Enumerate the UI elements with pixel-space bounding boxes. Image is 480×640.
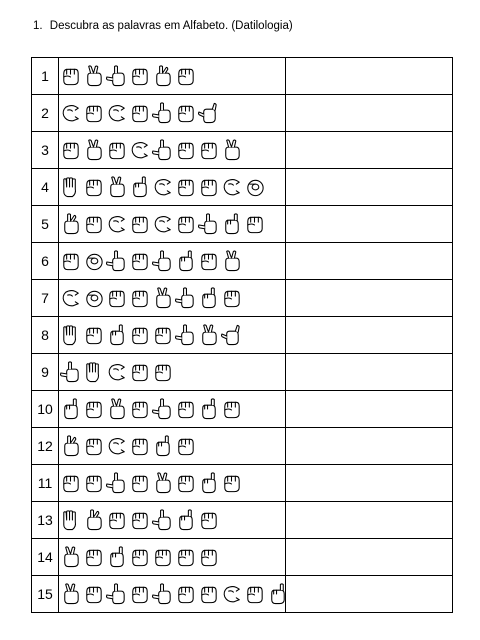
fist-hand-icon (220, 397, 243, 421)
o-hand-icon (243, 175, 266, 199)
fingerspelled-word (59, 428, 286, 465)
row-number: 8 (32, 317, 59, 354)
l-hand-icon (151, 582, 174, 606)
fist-hand-icon (128, 249, 151, 273)
row-number: 4 (32, 169, 59, 206)
answer-field[interactable] (286, 502, 453, 539)
fist-hand-icon (82, 212, 105, 236)
fist-hand-icon (174, 582, 197, 606)
fist-hand-icon (197, 582, 220, 606)
fist-hand-icon (151, 545, 174, 569)
l-hand-icon (174, 323, 197, 347)
fingerspelled-word (59, 502, 286, 539)
k-hand-icon (59, 434, 82, 458)
table-row (32, 354, 453, 391)
v-hand-icon (151, 471, 174, 495)
table-row (32, 206, 453, 243)
fist-hand-icon (82, 434, 105, 458)
b-hand-icon (59, 175, 82, 199)
i-hand-icon (174, 249, 197, 273)
i-hand-icon (197, 471, 220, 495)
fist-hand-icon (174, 471, 197, 495)
fist-hand-icon (59, 138, 82, 162)
fist-hand-icon (105, 286, 128, 310)
c-hand-icon (59, 286, 82, 310)
l-hand-icon (105, 582, 128, 606)
fingerspelled-word (59, 280, 286, 317)
fist-hand-icon (220, 471, 243, 495)
row-number: 6 (32, 243, 59, 280)
fingerspelled-word (59, 206, 286, 243)
fist-hand-icon (128, 508, 151, 532)
table-row (32, 95, 453, 132)
i-hand-icon (174, 508, 197, 532)
v-hand-icon (220, 138, 243, 162)
answer-field[interactable] (286, 317, 453, 354)
fist-hand-icon (128, 101, 151, 125)
c-hand-icon (105, 101, 128, 125)
fist-hand-icon (128, 471, 151, 495)
fist-hand-icon (128, 397, 151, 421)
v-hand-icon (220, 249, 243, 273)
i-hand-icon (105, 323, 128, 347)
fingerspelled-word (59, 317, 286, 354)
answer-field[interactable] (286, 58, 453, 95)
b-hand-icon (59, 508, 82, 532)
i-hand-icon (266, 582, 289, 606)
fingerspelled-word (59, 354, 286, 391)
fist-hand-icon (174, 434, 197, 458)
i-hand-icon (128, 175, 151, 199)
table-row (32, 58, 453, 95)
row-number: 10 (32, 391, 59, 428)
fist-hand-icon (174, 545, 197, 569)
answer-field[interactable] (286, 391, 453, 428)
table-row (32, 280, 453, 317)
fingerspelled-word (59, 95, 286, 132)
row-number: 15 (32, 576, 59, 613)
k-hand-icon (59, 212, 82, 236)
fist-hand-icon (197, 175, 220, 199)
fingerspelled-word (59, 132, 286, 169)
v-hand-icon (151, 286, 174, 310)
table-row (32, 391, 453, 428)
v-hand-icon (197, 323, 220, 347)
fist-hand-icon (197, 508, 220, 532)
l-hand-icon (197, 212, 220, 236)
fist-hand-icon (59, 64, 82, 88)
k-hand-icon (82, 508, 105, 532)
fist-hand-icon (128, 212, 151, 236)
table-row (32, 317, 453, 354)
fist-hand-icon (220, 286, 243, 310)
table-row (32, 539, 453, 576)
exercise-text: Descubra as palavras em Alfabeto. (Datilologia) (49, 20, 293, 32)
row-number: 5 (32, 206, 59, 243)
c-hand-icon (128, 138, 151, 162)
fist-hand-icon (128, 582, 151, 606)
c-hand-icon (59, 101, 82, 125)
answer-field[interactable] (286, 428, 453, 465)
fist-hand-icon (59, 471, 82, 495)
table-row (32, 169, 453, 206)
l-hand-icon (151, 249, 174, 273)
b-hand-icon (59, 323, 82, 347)
table-row (32, 465, 453, 502)
fingerspelled-word (59, 539, 286, 576)
l-hand-icon (174, 286, 197, 310)
table-row (32, 576, 453, 613)
fist-hand-icon (59, 249, 82, 273)
v-hand-icon (105, 397, 128, 421)
answer-field[interactable] (286, 465, 453, 502)
c-hand-icon (151, 175, 174, 199)
row-number: 14 (32, 539, 59, 576)
fist-hand-icon (243, 212, 266, 236)
v-hand-icon (82, 138, 105, 162)
answer-field[interactable] (286, 132, 453, 169)
answer-field[interactable] (286, 576, 453, 613)
c-hand-icon (220, 582, 243, 606)
c-hand-icon (105, 360, 128, 384)
fist-hand-icon (82, 101, 105, 125)
i-hand-icon (105, 545, 128, 569)
fingerspelled-word (59, 58, 286, 95)
answer-field[interactable] (286, 539, 453, 576)
l-hand-icon (151, 397, 174, 421)
row-number: 13 (32, 502, 59, 539)
l-hand-icon (151, 508, 174, 532)
fist-hand-icon (128, 64, 151, 88)
answer-field[interactable] (286, 206, 453, 243)
fist-hand-icon (82, 175, 105, 199)
answer-field[interactable] (286, 169, 453, 206)
fist-hand-icon (174, 138, 197, 162)
fist-hand-icon (82, 582, 105, 606)
table-row (32, 243, 453, 280)
i-hand-icon (151, 434, 174, 458)
fist-hand-icon (105, 508, 128, 532)
row-number: 11 (32, 465, 59, 502)
v-hand-icon (105, 175, 128, 199)
y-hand-icon (220, 323, 243, 347)
fist-hand-icon (128, 545, 151, 569)
row-number: 1 (32, 58, 59, 95)
v-hand-icon (82, 64, 105, 88)
y-hand-icon (197, 101, 220, 125)
fist-hand-icon (197, 249, 220, 273)
l-hand-icon (105, 471, 128, 495)
fingerspelling-table (31, 57, 453, 613)
answer-field[interactable] (286, 280, 453, 317)
c-hand-icon (220, 175, 243, 199)
l-hand-icon (105, 249, 128, 273)
i-hand-icon (197, 397, 220, 421)
fist-hand-icon (82, 397, 105, 421)
fist-hand-icon (197, 545, 220, 569)
v-hand-icon (59, 582, 82, 606)
b-hand-icon (82, 360, 105, 384)
v-hand-icon (59, 545, 82, 569)
c-hand-icon (151, 212, 174, 236)
fist-hand-icon (82, 545, 105, 569)
table-row (32, 132, 453, 169)
o-hand-icon (82, 249, 105, 273)
fist-hand-icon (174, 101, 197, 125)
fist-hand-icon (105, 138, 128, 162)
row-number: 7 (32, 280, 59, 317)
fist-hand-icon (174, 64, 197, 88)
answer-field[interactable] (286, 243, 453, 280)
answer-field[interactable] (286, 95, 453, 132)
fist-hand-icon (151, 360, 174, 384)
l-hand-icon (105, 64, 128, 88)
fingerspelled-word (59, 576, 286, 613)
fingerspelled-word (59, 243, 286, 280)
fist-hand-icon (82, 471, 105, 495)
i-hand-icon (220, 212, 243, 236)
fist-hand-icon (128, 434, 151, 458)
k-hand-icon (151, 64, 174, 88)
exercise-instruction (33, 20, 293, 32)
exercise-number: 1. (33, 20, 43, 32)
fist-hand-icon (243, 582, 266, 606)
i-hand-icon (197, 286, 220, 310)
fist-hand-icon (174, 212, 197, 236)
l-hand-icon (151, 138, 174, 162)
l-hand-icon (151, 101, 174, 125)
fist-hand-icon (174, 175, 197, 199)
l-hand-icon (59, 360, 82, 384)
row-number: 3 (32, 132, 59, 169)
fingerspelled-word (59, 391, 286, 428)
fist-hand-icon (128, 323, 151, 347)
fist-hand-icon (174, 397, 197, 421)
c-hand-icon (105, 434, 128, 458)
fingerspelled-word (59, 465, 286, 502)
o-hand-icon (82, 286, 105, 310)
fist-hand-icon (128, 360, 151, 384)
row-number: 2 (32, 95, 59, 132)
fist-hand-icon (82, 323, 105, 347)
table-row (32, 502, 453, 539)
i-hand-icon (59, 397, 82, 421)
answer-field[interactable] (286, 354, 453, 391)
fingerspelled-word (59, 169, 286, 206)
row-number: 12 (32, 428, 59, 465)
fist-hand-icon (151, 323, 174, 347)
table-row (32, 428, 453, 465)
c-hand-icon (105, 212, 128, 236)
fist-hand-icon (128, 286, 151, 310)
row-number: 9 (32, 354, 59, 391)
fist-hand-icon (197, 138, 220, 162)
